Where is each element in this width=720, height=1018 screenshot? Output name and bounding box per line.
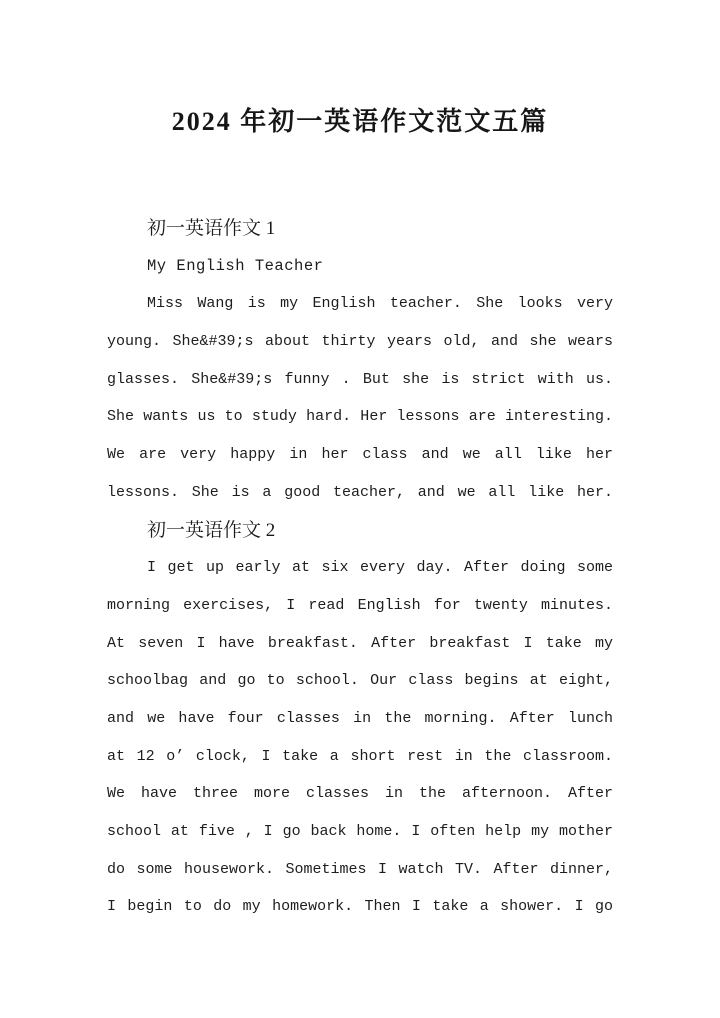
essay-1-subheading: My English Teacher — [147, 256, 324, 275]
text-line: young. She&#39;s about thirty years old, and she wears — [107, 333, 613, 351]
text-line: At seven I have breakfast. After breakfast I take my — [107, 634, 613, 652]
essay-1-heading: 初一英语作文 1 — [147, 218, 276, 239]
text-line: Miss Wang is my English teacher. She looks very — [147, 295, 613, 313]
text-line: I get up early at six every day. After doing some — [147, 559, 613, 577]
text-line: We have three more classes in the afternoon. After — [107, 785, 613, 803]
text-line: glasses. She&#39;s funny . But she is strict with us. — [107, 370, 613, 388]
text-line: at 12 o’ clock, I take a short rest in the classroom. — [107, 747, 613, 765]
text-line: We are very happy in her class and we all like her — [107, 446, 613, 464]
essay-2-heading: 初一英语作文 2 — [147, 519, 276, 541]
text-line: do some housework. Sometimes I watch TV. After dinner, — [107, 860, 613, 878]
text-line: school at five , I go back home. I often help my mother — [107, 823, 613, 840]
text-line: She wants us to study hard. Her lessons are interesting. — [107, 408, 613, 426]
text-line: lessons. She is a good teacher, and we all like her. — [107, 483, 613, 501]
text-line: I begin to do my homework. Then I take a shower. I go — [107, 898, 613, 916]
text-line: schoolbag and go to school. Our class begins at eight, — [107, 672, 613, 690]
text-line: morning exercises, I read English for twenty minutes. — [107, 596, 613, 614]
text-line: and we have four classes in the morning. After lunch — [107, 709, 613, 727]
document-body — [107, 210, 613, 926]
document-title: 2024 年初一英语作文范文五篇 — [171, 107, 549, 136]
